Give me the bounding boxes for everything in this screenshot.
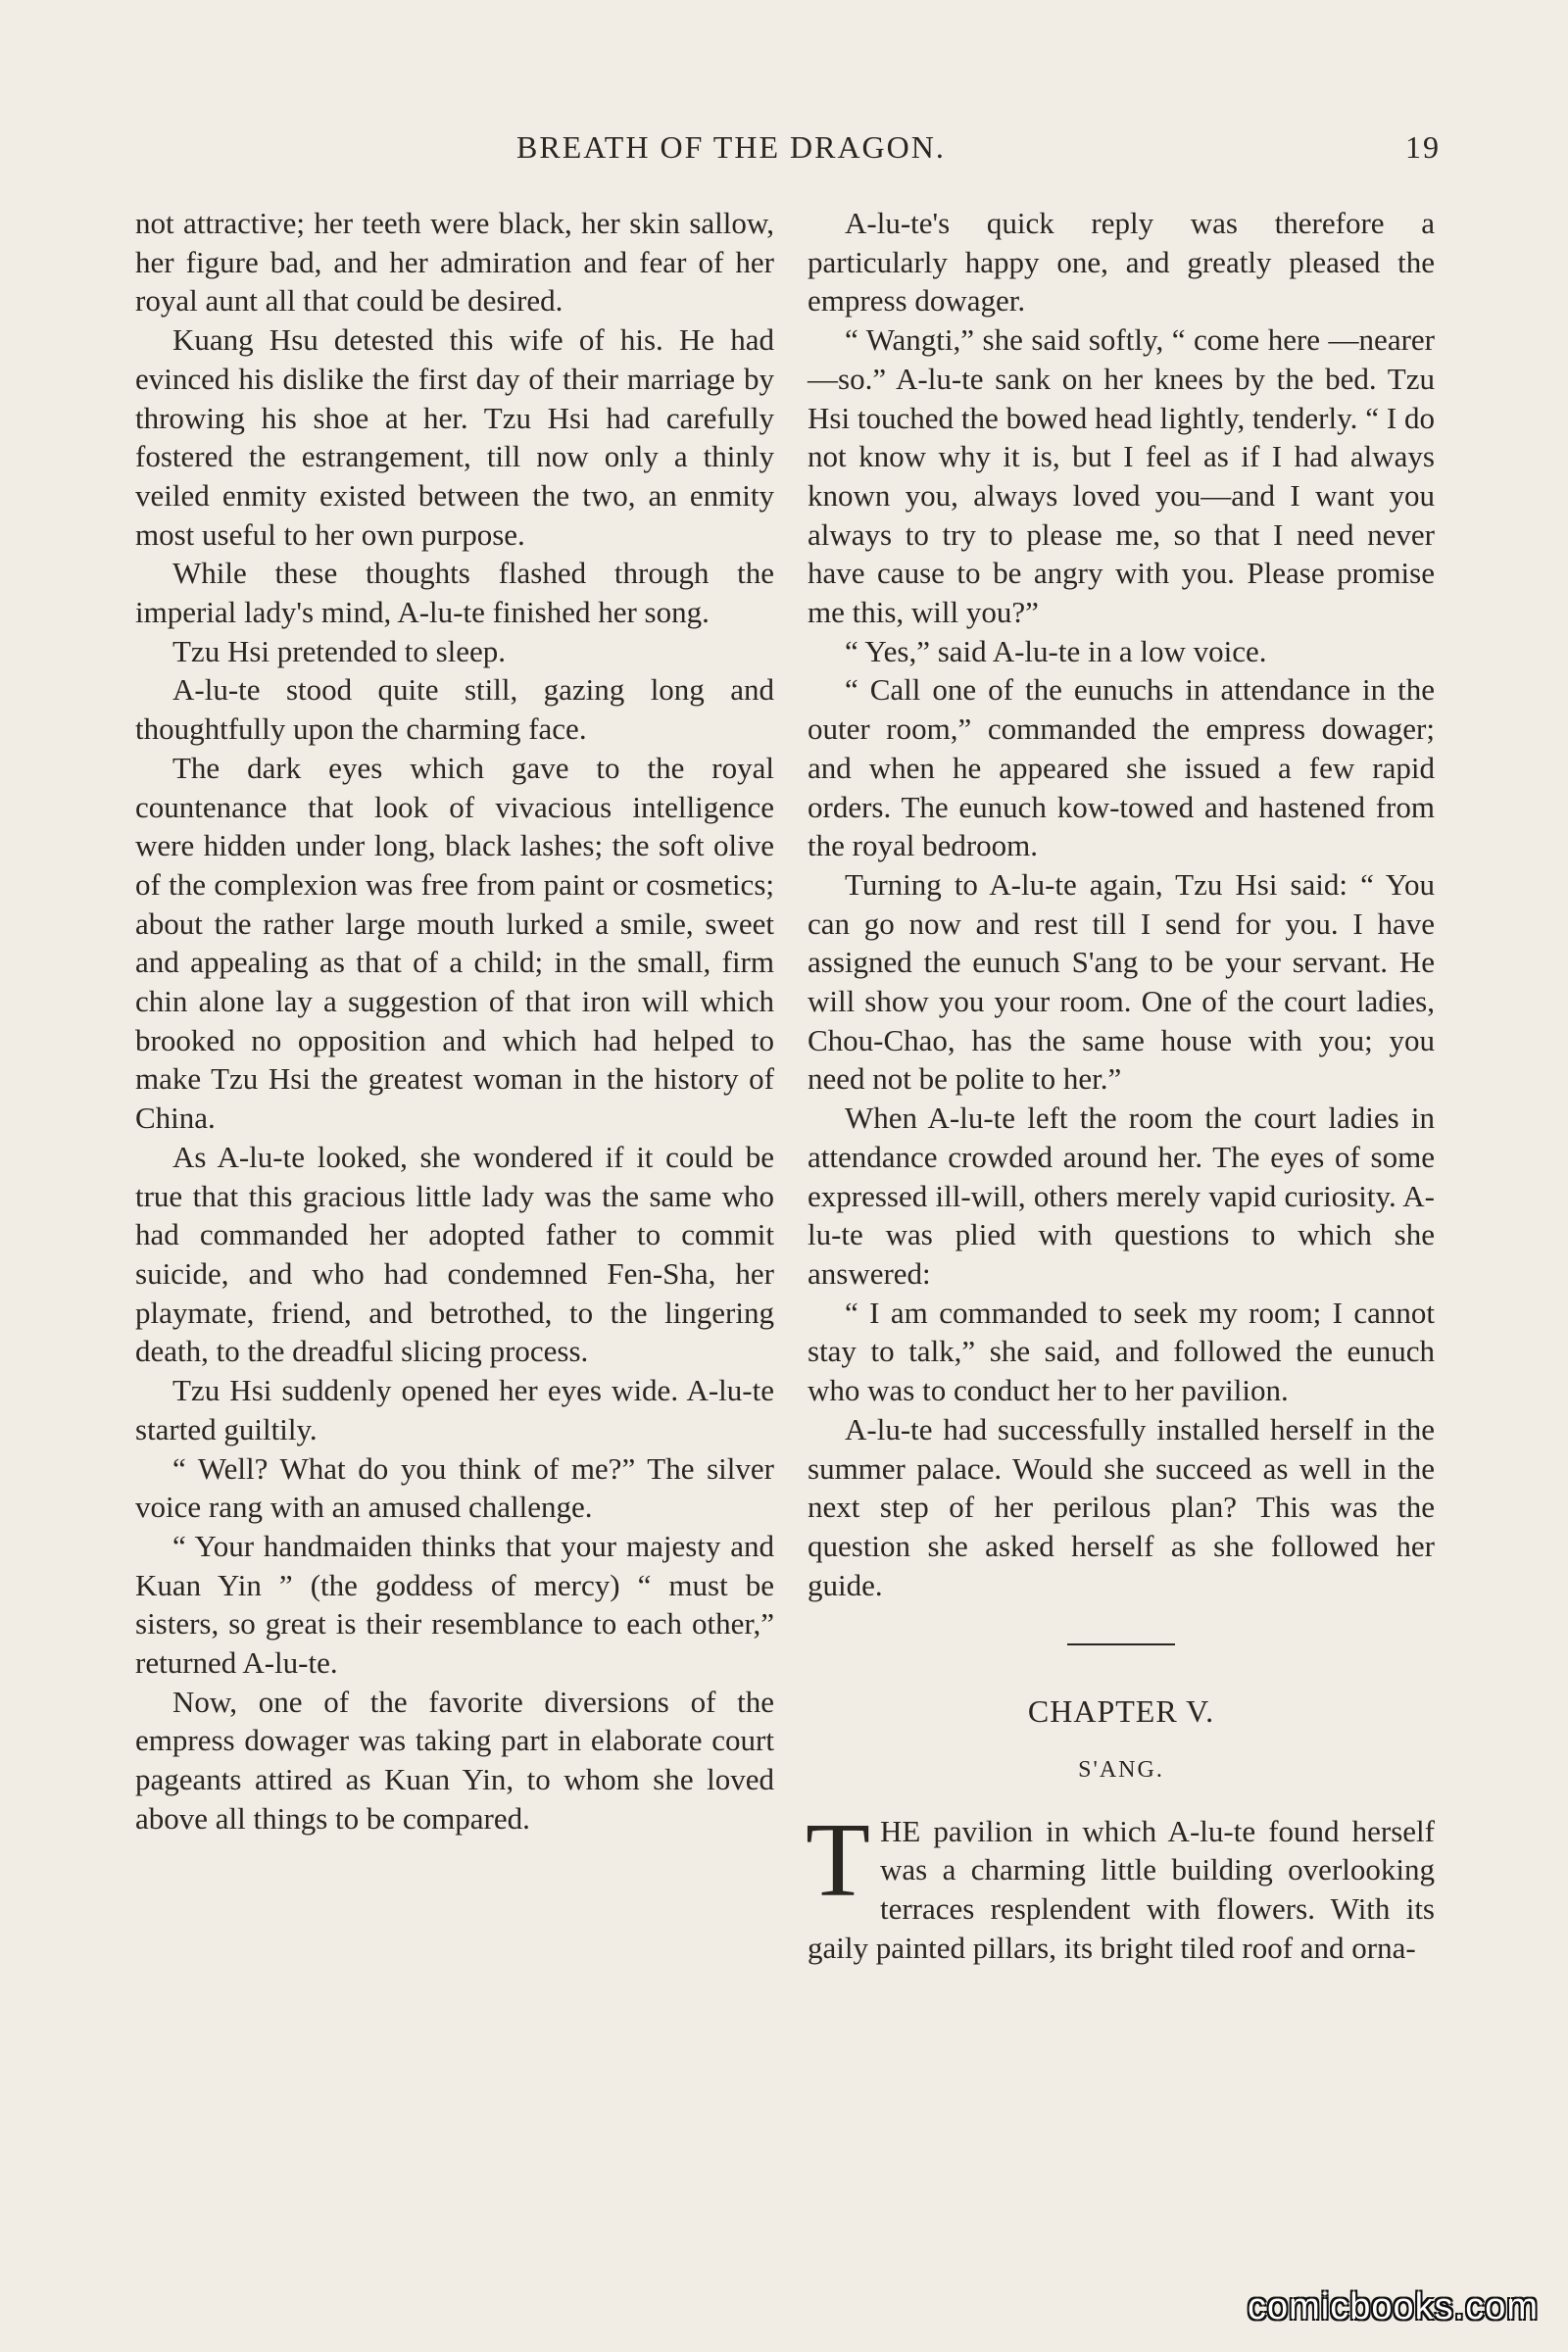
running-head	[134, 129, 1441, 176]
watermark: comicbooks.com	[1248, 2286, 1539, 2328]
paragraph: “ Call one of the eunuchs in attendance in the outer room,” commanded the empress dowager; and when he appeared she issued a few rapid orders. The eunuch kow-towed and hastened from the royal bedroom.	[808, 672, 1435, 863]
paragraph: Now, one of the favorite diversions of the empress dowager was taking part in elaborate court pageants attired as Kuan Yin, to whom she loved above all things to be compared.	[135, 1684, 774, 1836]
paragraph: When A-lu-te left the room the court ladies in attendance crowded around her. The eyes of some expressed ill-will, others merely vapid curiosity. A-lu-te was plied with questions to which she answered:	[808, 1101, 1435, 1291]
paragraph: While these thoughts flashed through the imperial lady's mind, A-lu-te finished her song.	[135, 556, 774, 630]
paragraph: “ Yes,” said A-lu-te in a low voice.	[845, 633, 1267, 668]
paragraph: “ I am commanded to seek my room; I cannot stay to talk,” she said, and followed the eunuch who was to conduct her to her pavilion.	[808, 1295, 1435, 1408]
drop-cap: T	[806, 1801, 870, 1919]
page-number: 19	[1405, 129, 1441, 165]
running-title: BREATH OF THE DRAGON.	[516, 129, 946, 165]
chapter-opening-paragraph	[806, 1801, 1435, 1968]
paragraph: “ Wangti,” she said softly, “ come here —nearer—so.” A-lu-te sank on her knees by the bed. Tzu Hsi touched the bowed head lightly, tenderly. “ I do not know why it is, but I feel as if I had always known you, always loved you—and I want you always to try to please me, so that I need never have cause to be angry with you. Please promise me this, will you?”	[808, 322, 1435, 630]
paragraph: “ Well? What do you think of me?” The silver voice rang with an amused challenge.	[135, 1450, 774, 1525]
chapter-heading: CHAPTER V.	[1027, 1693, 1215, 1730]
paragraph: The dark eyes which gave to the royal countenance that look of vivacious intelligence were hidden under long, black lashes; the soft olive of the complexion was free from paint or cosmetics; about the rather large mouth lurked a smile, sweet and appealing as that of a child; in the small, firm chin alone lay a suggestion of that iron will which brooked no opposition and which had helped to make Tzu Hsi the greatest woman in the history of China.	[135, 750, 774, 1136]
paragraph: A-lu-te had successfully installed herself in the summer palace. Would she succeed as well in the next step of her perilous plan? This was the question she asked herself as she followed her guide.	[808, 1411, 1435, 1602]
paragraph: As A-lu-te looked, she wondered if it could be true that this gracious little lady was the same who had commanded her adopted father to commit suicide, and who had condemned Fen-Sha, her playmate, friend, and betrothed, to the lingering death, to the dreadful slicing process.	[135, 1139, 774, 1369]
section-divider	[1067, 1643, 1175, 1645]
chapter-opening-text: HE pavilion in which A-lu-te found herself was a charming little building overlooking terraces resplendent with flowers. With its gaily painted pillars, its bright tiled roof and orna-	[808, 1813, 1435, 1965]
paragraph: A-lu-te stood quite still, gazing long and thoughtfully upon the charming face.	[135, 672, 774, 747]
paragraph: Turning to A-lu-te again, Tzu Hsi said: “ You can go now and rest till I send for you. I have assigned the eunuch S'ang to be your servant. He will show you your room. One of the court ladies, Chou-Chao, has the same house with you; you need not be polite to her.”	[808, 866, 1435, 1097]
right-column	[808, 204, 1435, 1968]
paragraph: “ Your handmaiden thinks that your majesty and Kuan Yin ” (the goddess of mercy) “ must be sisters, so great is their resemblance to each other,” returned A-lu-te.	[135, 1528, 774, 1681]
paragraph: not attractive; her teeth were black, her skin sallow, her figure bad, and her admiration and fear of her royal aunt all that could be desired.	[135, 206, 774, 318]
paragraph: Tzu Hsi pretended to sleep.	[172, 633, 507, 668]
chapter-subheading: S'ANG.	[1078, 1757, 1164, 1784]
paragraph: Kuang Hsu detested this wife of his. He had evinced his dislike the first day of their marriage by throwing his shoe at her. Tzu Hsi had carefully fostered the estrangement, till now only a thinly veiled enmity existed between the two, an enmity most useful to her own purpose.	[135, 322, 774, 552]
paragraph: A-lu-te's quick reply was therefore a particularly happy one, and greatly pleased the empress dowager.	[808, 206, 1435, 318]
paragraph: Tzu Hsi suddenly opened her eyes wide. A-lu-te started guiltily.	[135, 1373, 774, 1446]
left-column	[135, 204, 774, 1838]
